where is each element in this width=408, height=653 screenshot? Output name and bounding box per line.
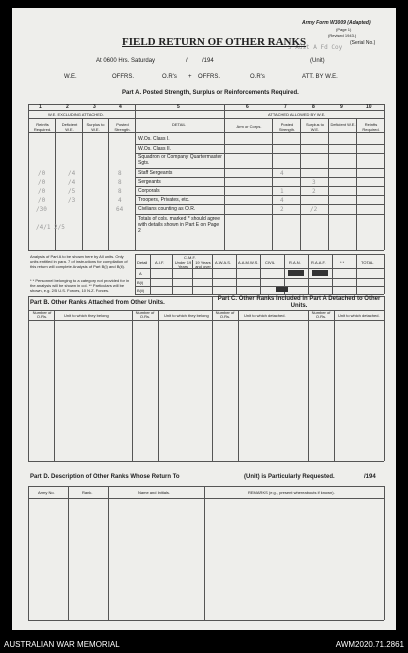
footer-accession: AWM2020.71.2861 [335,640,404,649]
pencil-entry: 1 [280,188,284,195]
part-c-col-header: Unit to which detached. [338,313,380,318]
we-label: W.E. [64,74,77,80]
col-number: 8 [312,104,315,110]
col-number: 4 [119,104,122,110]
analysis-col-header: TOTAL [361,260,374,265]
analysis-note-2: * * Personnel belonging to a category not provided for in the analysis will be shown in col. ** Particulars will be shown, e.g. 2/5 U.S. Forces, 10 N.Z. Forces. [30,278,130,293]
col-number: 5 [177,104,180,110]
col-header: Reinfts Required. [362,122,380,132]
pencil-entry: /5 [68,188,76,195]
detail-row-label: Staff Sergeants [138,170,173,176]
col-number: 6 [246,104,249,110]
detail-row-label: W.Os. Class I. [138,136,170,142]
right-group-header: ATTACHED ALLOWED BY W.E. [268,112,326,117]
year-text: /194 [202,58,214,64]
col-number: 1 [39,104,42,110]
part-c-col-header: Unit to which detached. [244,313,286,318]
unit-stamp: 5 Aust A Fd Coy [288,44,343,51]
form-sheet [12,8,396,630]
detail-row-label: Sergeants [138,179,161,185]
col-header: Arm or Corps. [236,124,262,129]
ors-label: O.R's [162,74,177,80]
analysis-row-label: A [139,271,142,276]
pencil-entry: /0 [38,179,46,186]
pencil-entry: 2 [312,188,316,195]
pencil-entry: 4 [118,197,122,204]
col-number: 2 [66,104,69,110]
att-label: ATT. BY W.E. [302,74,338,80]
pencil-entry: /2 [310,206,318,213]
pencil-entry: /3 [68,197,76,204]
col-number: 10 [366,104,372,110]
filled-cell [312,270,328,276]
part-c-col-header: Number of O.Rs. [215,310,235,319]
detail-row-label: Squadron or Company Quartermaster Sgts. [138,154,222,166]
part-d-col-header: Rank. [82,490,93,495]
col-header: Deficient W.E. [330,122,356,127]
form-ref-line2: (Page 1) [336,27,352,32]
date-slash: / [186,58,188,64]
form-ref-line3: (Revised 1943.) [328,33,357,38]
detail-row-label: Civilians counting as O.R. [138,206,196,212]
analysis-row-label: B(ii) [137,288,145,293]
part-b-col-header: Unit to which they belong [164,313,209,318]
pencil-entry: /0 [38,197,46,204]
left-group-header: W.E. EXCLUDING ATTACHED. [48,112,104,117]
analysis-col-header: A.I.F. [155,260,165,265]
offrs2-label: OFFRS. [198,74,220,80]
col-number: 3 [93,104,96,110]
part-c-col-header: Number of O.Rs. [311,310,331,319]
analysis-col-header: CIVIL [265,260,276,265]
analysis-col-header: * * [340,260,345,265]
col-header: Reinfts Required. [33,122,52,132]
pencil-entry: 4 [280,197,284,204]
analysis-col-header: R.A.A.F. [311,260,326,265]
col-header: Surplus to W.E. [86,122,105,132]
detail-row-label: Corporals [138,188,160,194]
pencil-entry: /0 [38,188,46,195]
pencil-entry: 8 [118,170,122,177]
pencil-entry: /30 [36,206,47,213]
offrs-label: OFFRS. [112,74,134,80]
pencil-entry: /4 [68,179,76,186]
detail-header: DETAIL [172,122,186,127]
pencil-entry: 4 [280,170,284,177]
part-b-col-header: Number of O.Rs. [135,310,155,319]
serial-no: (Serial No.) [350,40,376,46]
pencil-entry: 8 [118,179,122,186]
unit-label: (Unit) [310,58,325,64]
col-header: Deficient W.E. [61,122,78,132]
analysis-col-header: Detail [137,260,148,265]
form-ref-line1: Army Form W3009 (Adapted) [302,20,371,26]
col-header: Surplus to W.E. [305,122,324,132]
pencil-entry: 64 [116,206,124,213]
pencil-total: /4/1 2/5 [36,224,65,231]
pencil-entry: /4 [68,170,76,177]
analysis-col-header: A.W.A.S. [215,260,232,265]
analysis-col-header: C.M.F. [184,255,196,260]
part-d-title: Part D. Description of Other Ranks Whose Return To [30,474,180,480]
analysis-col-header: R.A.N. [289,260,301,265]
part-b-title: Part B. Other Ranks Attached from Other Units. [30,300,165,306]
filled-cell [276,287,288,292]
col-header: Posted Strength. [278,122,296,132]
part-d-col-header: REMARKS (e.g., present whereabouts if known). [248,490,335,495]
detail-row-label: Totals of cols. marked * should agree with details shown in Part E on Page 2 [138,216,220,234]
pencil-entry: 2 [280,206,284,213]
detail-row-label: Troopers, Privates, etc. [138,197,190,203]
analysis-col-header: A.A.M.W.S. [238,260,259,265]
part-a-title: Part A. Posted Strength, Surplus or Reinforcements Required. [122,90,299,96]
part-b-col-header: Unit to which they belong [64,313,109,318]
detail-row-label: W.Os. Class II. [138,146,172,152]
footer-source: AUSTRALIAN WAR MEMORIAL [4,640,120,649]
at-line: At 0600 Hrs. Saturday [96,58,156,64]
part-b-col-header: Number of O.Rs. [32,310,52,319]
analysis-col-header: Under 19 Years [174,260,192,269]
form-title: FIELD RETURN OF OTHER RANKS [122,36,307,48]
pencil-entry: /0 [38,170,46,177]
part-d-year: /194 [364,474,376,480]
analysis-note: Analysis of Part A to be shown here by All units. Only units entitled in para. 7 of instructions for compilation of this return will complete Analysis of Part B(i) and B(ii). [30,254,128,269]
pencil-entry: 8 [118,188,122,195]
part-d-col-header: Name and Initials. [138,490,171,495]
plus-sign: + [188,74,192,80]
part-d-unit: (Unit) is Particularly Requested. [244,474,335,480]
col-number: 9 [340,104,343,110]
pencil-entry: 3 [312,179,316,186]
part-d-col-header: Army No. [38,490,55,495]
analysis-col-header: 19 Years and over [195,260,211,269]
ors2-label: O.R's [250,74,265,80]
filled-cell [288,270,304,276]
col-header: Posted Strength. [114,122,131,132]
part-c-title: Part C. Other Ranks Included in Part A Detached to Other Units. [217,296,381,309]
col-number: 7 [284,104,287,110]
analysis-row-label: B(i) [137,280,144,285]
